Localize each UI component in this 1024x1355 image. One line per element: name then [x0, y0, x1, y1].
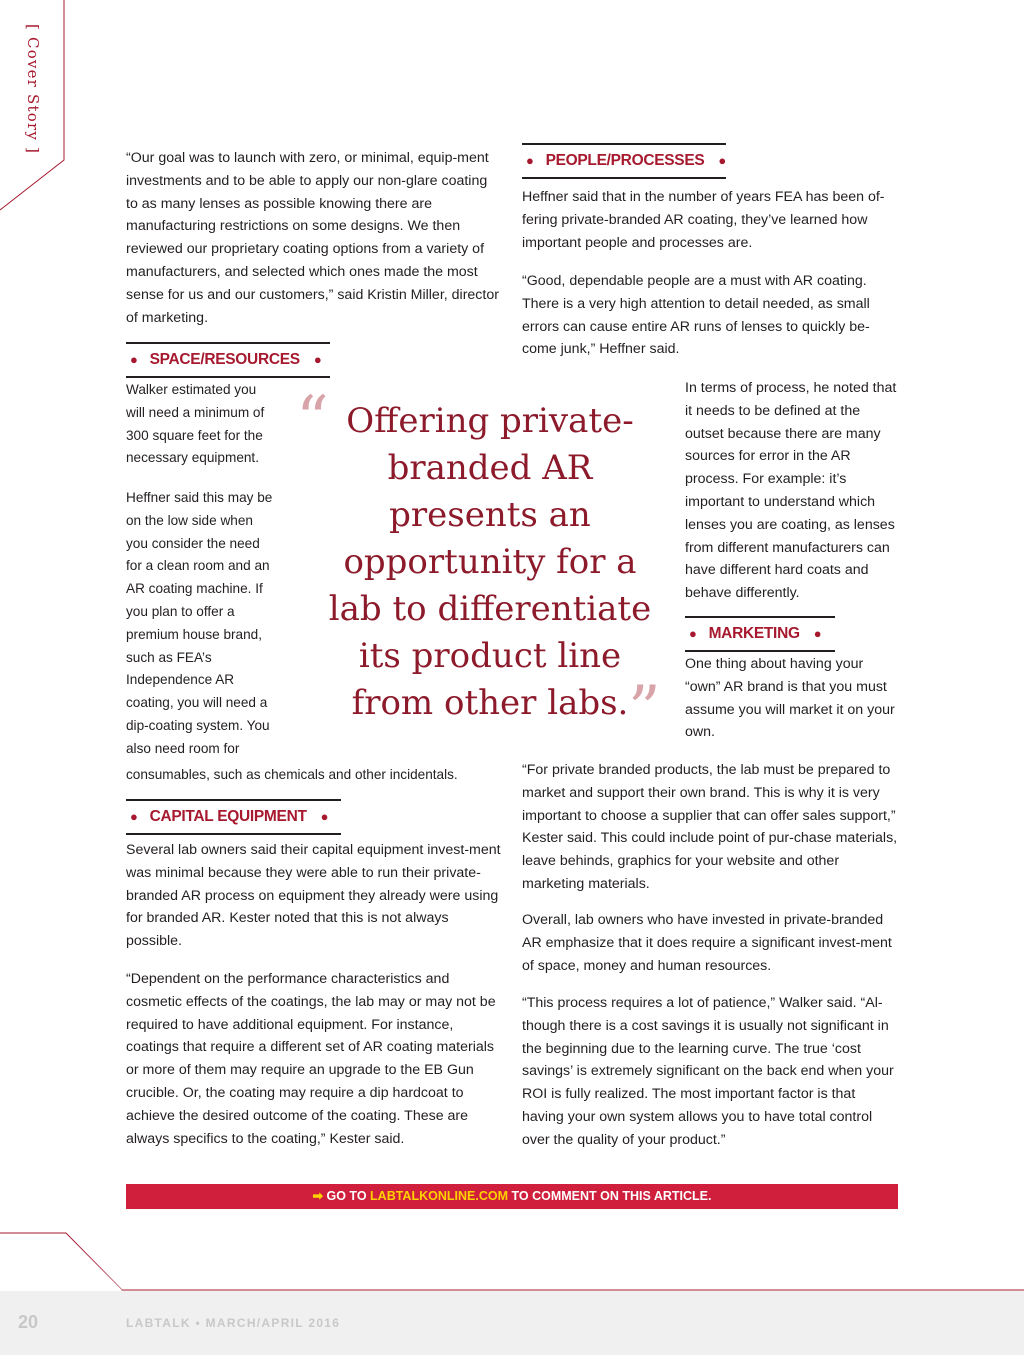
heading-label: MARKETING [708, 625, 800, 642]
bullet-icon: ● [526, 153, 534, 168]
heading-marketing [685, 616, 835, 652]
intro-paragraph: “Our goal was to launch with zero, or minimal, equip-ment investments and to be able to apply our non-glare coating to as many lenses as possible knowing there are manufacturing restrictions on some designs. We then reviewed our proprietary coating options from a variety of manufacturers, and selected which ones made the most sense for us and our customers,” said Kristin Miller, director of marketing. [126, 150, 499, 326]
page-number: 20 [18, 1312, 39, 1332]
arrow-right-icon: ➡ [312, 1189, 324, 1203]
heading-label: SPACE/RESOURCES [149, 351, 300, 368]
space-paragraph-2-end: consumables, such as chemicals and other incidentals. [126, 767, 458, 782]
space-paragraph-1: Walker estimated you will need a minimum of 300 square feet for the necessary equipment. [126, 382, 265, 466]
open-quote-mark: “ [296, 383, 329, 457]
section-tab [8, 14, 48, 155]
bullet-icon: ● [813, 626, 822, 641]
heading-people-processes [522, 143, 726, 179]
space-paragraph-2: Heffner said this may be on the low side when you consider the need for a clean room and an AR coating machine. If you plan to offer a premium house brand, such as FEA’s Independence AR coating, you will need a dip-coating system. You also need room for [126, 490, 273, 756]
heading-label: CAPITAL EQUIPMENT [149, 808, 307, 825]
bullet-icon: ● [130, 352, 138, 367]
people-paragraph-1: Heffner said that in the number of years FEA has been of-fering private-branded AR coating, they’ve learned how important people and processes are. [522, 189, 885, 251]
close-quote-mark: ” [628, 673, 661, 747]
section-tab-label: [ Cover Story ] [24, 24, 42, 155]
heading-capital-equipment [126, 799, 341, 835]
publication-info: LABTALK • MARCH/APRIL 2016 [126, 1316, 341, 1330]
people-paragraph-3: In terms of process, he noted that it needs to be defined at the outset because there are many sources for error in the AR process. For example: it’s important to understand which lenses you are coating, as lenses from different manufacturers can have different hard coats and behave differently. [685, 380, 897, 602]
comment-cta-bar[interactable] [126, 1184, 898, 1209]
bullet-icon: ● [130, 809, 138, 824]
cta-link[interactable]: LABTALKONLINE.COM [370, 1189, 508, 1203]
capital-paragraph-1: Several lab owners said their capital equipment invest-ment was minimal because they were able to run their private-branded AR process on equipment they already were using for branded AR. Kester noted that this is not always possible. [126, 842, 501, 950]
people-paragraph-2: “Good, dependable people are a must with AR coating. There is a very high attention to detail needed, as small errors can cause entire AR runs of lenses to quickly be-come junk,” Heffner said. [522, 273, 870, 358]
cta-suffix: TO COMMENT ON THIS ARTICLE. [507, 1189, 712, 1203]
marketing-paragraph-2: “For private branded products, the lab must be prepared to market and support their own brand. This is why it is very important to choose a supplier that can offer sales support,” Kester said. This could include point of pur-chase materials, leave behinds, graphics for your website and other marketing materials. [522, 762, 898, 892]
pull-quote: Offering private-branded AR presents an opportunity for a lab to differentiate its product line from other labs. [328, 401, 652, 723]
bullet-icon: ● [320, 809, 329, 824]
cta-prefix: GO TO [326, 1189, 371, 1203]
bullet-icon: ● [313, 352, 322, 367]
heading-label: PEOPLE/PROCESSES [545, 152, 705, 169]
marketing-paragraph-3: Overall, lab owners who have invested in private-branded AR emphasize that it does require a significant invest-ment of space, money and human resources. [522, 912, 892, 974]
marketing-paragraph-1: One thing about having your “own” AR brand is that you must assume you will market it on your own. [685, 656, 895, 741]
bullet-icon: ● [689, 626, 697, 641]
bullet-icon: ● [718, 153, 726, 168]
heading-space-resources [126, 342, 330, 378]
marketing-paragraph-4: “This process requires a lot of patience,” Walker said. “Al-though there is a cost savings it is usually not significant in the beginning due to the learning curve. The true ‘cost savings’ is extremely significant on the back end when your ROI is fully realized. The most important factor is that having your own system allows you to have total control over the quality of your product.” [522, 995, 894, 1148]
capital-paragraph-2: “Dependent on the performance characteristics and cosmetic effects of the coatings, the lab may or may not be required to have additional equipment. For instance, coatings that require a different set of AR coating materials or more of them may require an upgrade to the EB Gun crucible. Or, the coating may require a dip hardcoat to achieve the desired outcome of the coating. These are always specifics to the coating,” Kester said. [126, 971, 496, 1147]
